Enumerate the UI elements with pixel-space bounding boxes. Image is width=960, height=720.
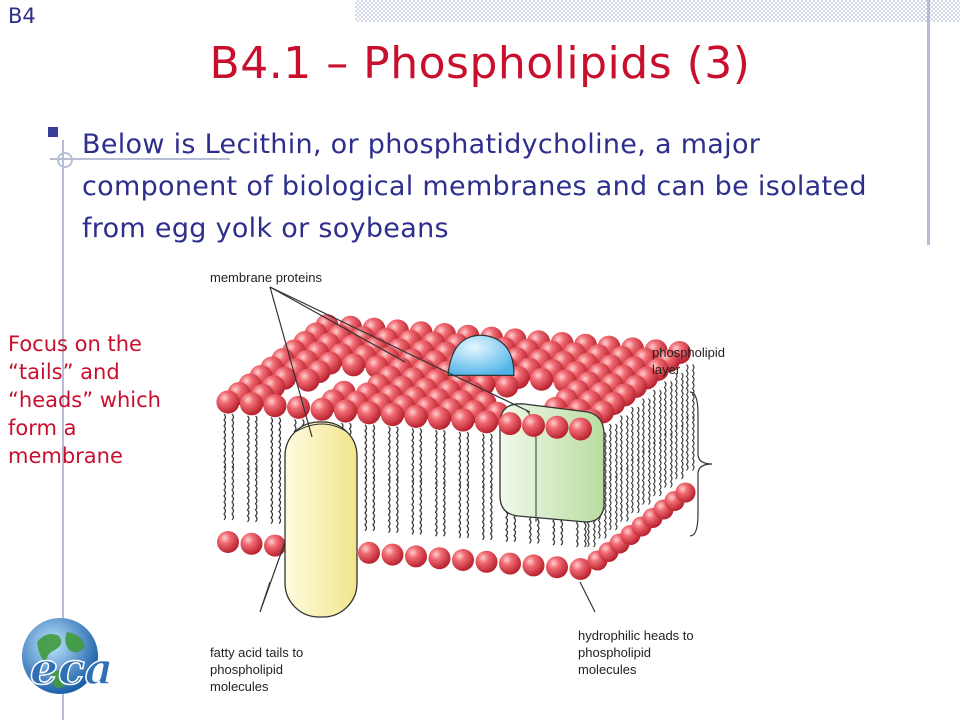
tail-lower bbox=[436, 482, 438, 536]
tail-side bbox=[616, 476, 618, 530]
slide-title: B4.1 – Phospholipids (3) bbox=[209, 38, 751, 89]
upper-head bbox=[311, 398, 334, 421]
lower-head bbox=[264, 535, 286, 557]
tail-side bbox=[671, 382, 673, 436]
tail-lower bbox=[232, 466, 234, 520]
tail-lower bbox=[444, 482, 446, 536]
lower-head bbox=[429, 547, 451, 569]
lower-head bbox=[476, 551, 498, 573]
tail-lower bbox=[420, 480, 422, 534]
front-head bbox=[475, 410, 498, 433]
lower-head bbox=[217, 531, 239, 553]
header-decoration bbox=[355, 0, 960, 22]
tail-lower bbox=[271, 470, 273, 524]
tail-lower bbox=[279, 470, 281, 524]
upper-head bbox=[530, 368, 553, 391]
lower-head bbox=[499, 553, 521, 575]
tail-side bbox=[687, 417, 689, 471]
label-membrane-proteins: membrane proteins bbox=[210, 270, 322, 285]
front-head bbox=[240, 392, 263, 415]
tail-side bbox=[693, 417, 695, 471]
divider-line bbox=[927, 0, 930, 245]
tail-upper bbox=[467, 432, 469, 486]
lower-head bbox=[523, 554, 545, 576]
tail-side bbox=[654, 442, 656, 496]
tail-upper bbox=[232, 414, 234, 468]
front-head bbox=[499, 412, 522, 435]
tail-upper bbox=[389, 427, 391, 481]
square-bullet-icon bbox=[48, 127, 58, 137]
tail-upper bbox=[271, 418, 273, 472]
lower-head bbox=[241, 533, 263, 555]
tail-side bbox=[621, 468, 623, 522]
tail-side bbox=[638, 407, 640, 461]
tail-side bbox=[605, 485, 607, 539]
tail-upper bbox=[248, 416, 250, 470]
front-head bbox=[358, 401, 381, 424]
tail-lower bbox=[397, 479, 399, 533]
front-head bbox=[381, 403, 404, 426]
tail-upper bbox=[397, 427, 399, 481]
tail-side bbox=[665, 382, 667, 436]
tail-lower bbox=[459, 484, 461, 538]
tail-lower bbox=[389, 479, 391, 533]
tail-lower bbox=[365, 477, 367, 531]
tail-side bbox=[676, 373, 678, 427]
label-hydrophilic-heads: hydrophilic heads to phospholipid molecules bbox=[578, 628, 694, 677]
tail-side bbox=[649, 399, 651, 453]
tail-upper bbox=[459, 432, 461, 486]
label-phospholipid-layer: phospholipid layer bbox=[652, 345, 726, 377]
lower-head bbox=[382, 544, 404, 566]
upper-head bbox=[297, 369, 320, 392]
lower-head bbox=[546, 556, 568, 578]
tail-side bbox=[610, 424, 612, 478]
tail-lower bbox=[467, 484, 469, 538]
lower-head bbox=[405, 545, 427, 567]
front-head bbox=[452, 409, 475, 432]
tail-lower bbox=[412, 480, 414, 534]
tail-lower bbox=[256, 468, 258, 522]
leader-heads bbox=[580, 582, 595, 612]
tail-side bbox=[632, 407, 634, 461]
front-head bbox=[546, 416, 569, 439]
tail-side bbox=[660, 390, 662, 444]
front-head bbox=[522, 414, 545, 437]
tail-side bbox=[665, 434, 667, 488]
tail-upper bbox=[365, 425, 367, 479]
tail-side bbox=[693, 365, 695, 419]
lower-head bbox=[452, 549, 474, 571]
yellow-protein bbox=[285, 422, 357, 617]
lower-head bbox=[358, 542, 380, 564]
tail-side bbox=[643, 451, 645, 505]
upper-head bbox=[342, 353, 365, 376]
tail-side bbox=[682, 373, 684, 427]
tail-side bbox=[671, 434, 673, 488]
tail-side bbox=[632, 459, 634, 513]
tail-lower bbox=[483, 486, 485, 540]
tail-upper bbox=[420, 428, 422, 482]
logo-text: eca bbox=[30, 644, 114, 695]
tail-upper bbox=[444, 430, 446, 484]
tail-lower bbox=[491, 486, 493, 540]
tail-side bbox=[605, 433, 607, 487]
tail-upper bbox=[436, 430, 438, 484]
front-head bbox=[428, 407, 451, 430]
tail-side bbox=[687, 365, 689, 419]
front-head bbox=[569, 418, 592, 441]
tail-upper bbox=[412, 428, 414, 482]
front-head bbox=[264, 394, 287, 417]
tail-side bbox=[643, 399, 645, 453]
side-note: Focus on the “tails” and “heads” which form a membrane bbox=[8, 332, 161, 468]
tail-side bbox=[621, 416, 623, 470]
front-head bbox=[217, 391, 240, 414]
tail-upper bbox=[491, 434, 493, 488]
eca-logo bbox=[12, 612, 132, 712]
tail-side bbox=[627, 468, 629, 522]
label-fatty-acid-tails: fatty acid tails to phospholipid molecules bbox=[210, 645, 304, 694]
tail-upper bbox=[483, 434, 485, 488]
tail-side bbox=[627, 416, 629, 470]
tail-side bbox=[654, 390, 656, 444]
tail-lower bbox=[248, 468, 250, 522]
tail-side bbox=[616, 424, 618, 478]
tail-side bbox=[660, 442, 662, 496]
tail-upper bbox=[279, 418, 281, 472]
crosshair-circle bbox=[57, 152, 73, 168]
upper-head bbox=[496, 375, 519, 398]
tail-upper bbox=[256, 416, 258, 470]
tail-lower bbox=[224, 466, 226, 520]
tail-side bbox=[610, 476, 612, 530]
tail-lower bbox=[373, 477, 375, 531]
membrane-diagram bbox=[200, 252, 770, 717]
front-head bbox=[405, 405, 428, 428]
tail-side bbox=[676, 425, 678, 479]
tail-upper bbox=[373, 425, 375, 479]
tail-upper bbox=[224, 414, 226, 468]
front-head bbox=[334, 400, 357, 423]
bullet-text: Below is Lecithin, or phosphatidycholine, a major component of biological membranes and can be isolated from egg yolk or soybeans bbox=[82, 129, 867, 244]
tail-side bbox=[649, 451, 651, 505]
lower-head bbox=[676, 483, 696, 503]
tail-side bbox=[638, 459, 640, 513]
tail-side bbox=[682, 425, 684, 479]
section-tag: B4 bbox=[8, 4, 36, 28]
